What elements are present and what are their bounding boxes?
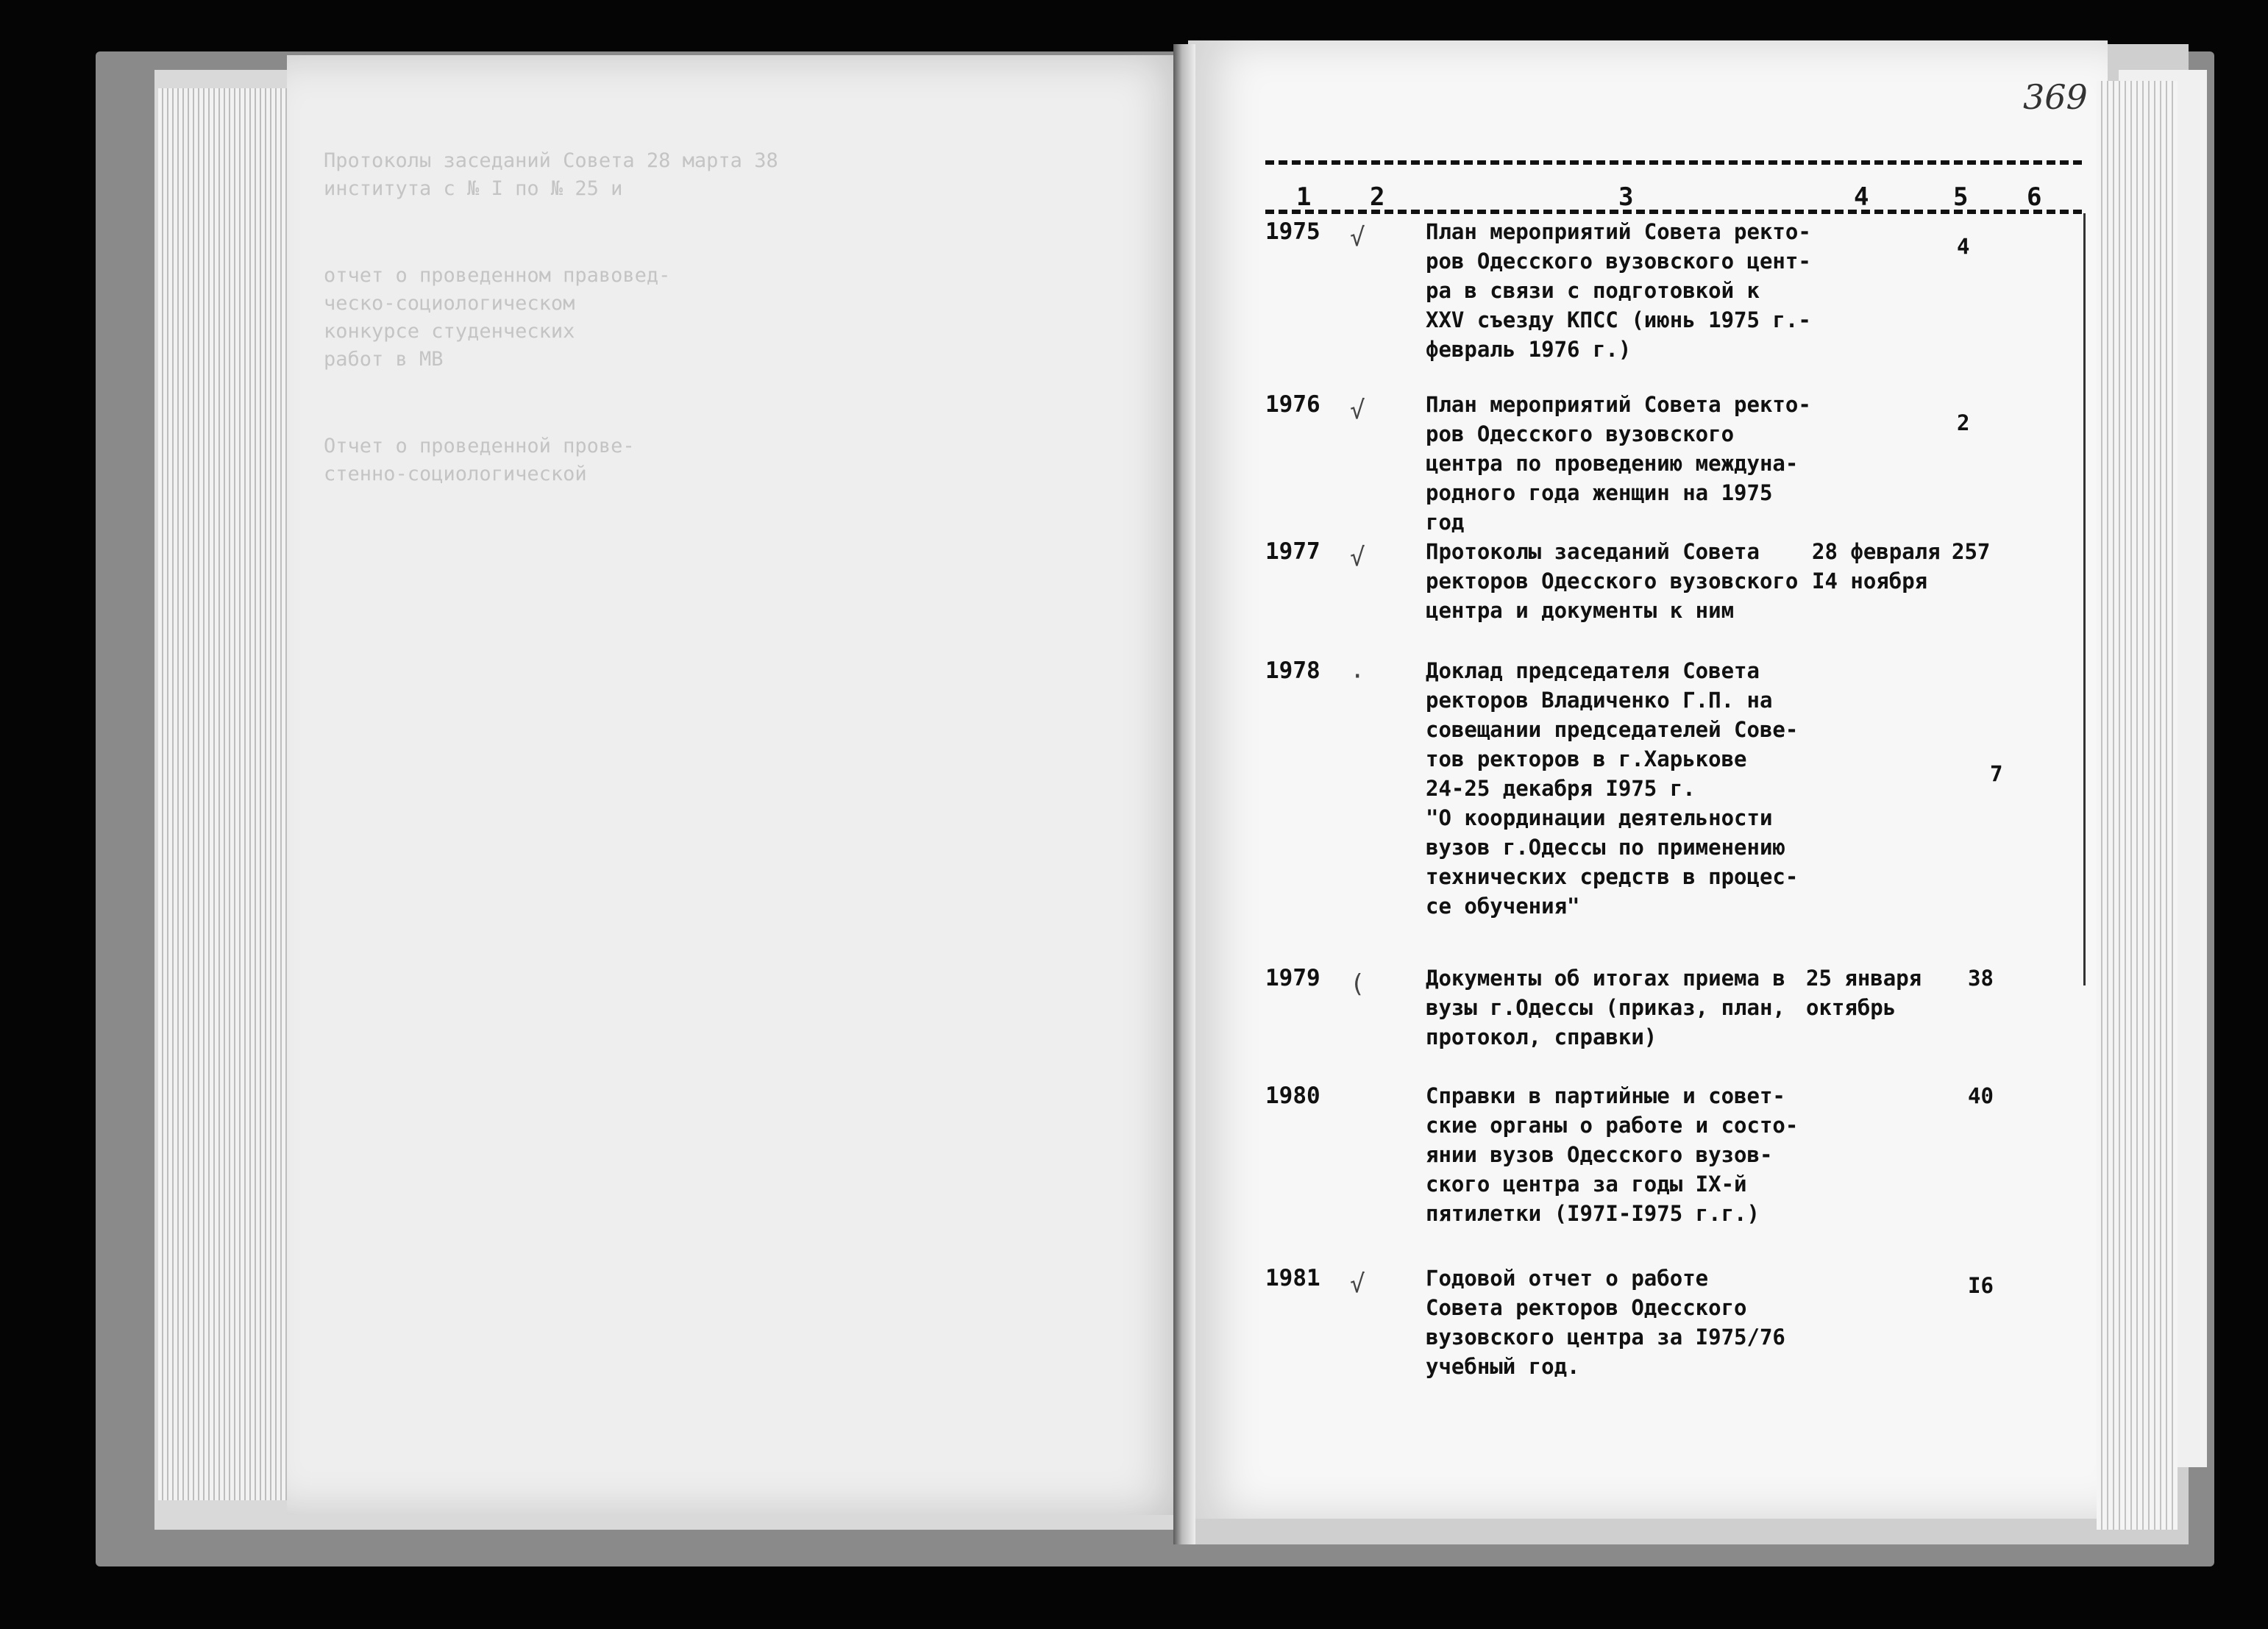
checkmark: √	[1350, 396, 1365, 425]
entry-title: Доклад председателя Совета ректоров Владиченко Г.П. на совещании председателей Сове- тов ректоров в г.Харькове 24-25 декабря I975 г. "О координации деятельности вузов г.Одессы по применению технических средств в процес- се обучения"	[1426, 658, 1799, 919]
book-gutter	[1173, 44, 1195, 1544]
entry-title: План мероприятий Совета ректо- ров Одесского вузовского цент- ра в связи с подготовкой к XXV съезду КПСС (июнь 1975 г.- февраль 1976 г.)	[1426, 219, 1811, 362]
checkmark: (	[1350, 969, 1365, 999]
table-row	[1265, 537, 2082, 640]
table-row	[1265, 217, 2082, 379]
entry-number: 1975	[1265, 218, 1320, 245]
checkmark: √	[1350, 223, 1365, 252]
entry-pages: 257	[1952, 539, 1991, 564]
right-page-edges	[2097, 81, 2178, 1530]
header-col-5: 5	[1953, 182, 1969, 212]
entry-number: 1977	[1265, 538, 1320, 565]
entry-pages: 7	[1990, 761, 2003, 786]
entry-title: Справки в партийные и совет- ские органы о работе и состо- янии вузов Одесского вузов- ского центра за годы IX-й пятилетки (I97I-I975 г.г.)	[1426, 1083, 1799, 1226]
header-col-1: 1	[1296, 182, 1312, 212]
entry-pages: 40	[1968, 1083, 1994, 1108]
table-row	[1265, 1263, 2082, 1396]
header-rule-top	[1265, 160, 2082, 165]
entry-number: 1981	[1265, 1265, 1320, 1291]
ghost-line: Протоколы заседаний Совета 28 марта 38	[324, 149, 778, 172]
entry-title: Годовой отчет о работе Совета ректоров Одесского вузовского центра за I975/76 учебный год.	[1426, 1266, 1785, 1379]
checkmark: √	[1350, 1269, 1365, 1299]
ghost-line: стенно-социологической	[324, 463, 587, 485]
header-col-3: 3	[1618, 182, 1634, 212]
table-row	[1265, 963, 2082, 1066]
entry-pages: I6	[1968, 1273, 1994, 1298]
entry-dates: 28 февраля I4 ноября	[1812, 539, 1941, 594]
checkmark: ·	[1350, 662, 1365, 691]
ghost-line: ческо-социологическом	[324, 292, 575, 315]
entry-pages: 38	[1968, 966, 1994, 991]
entry-pages: 4	[1957, 234, 1970, 259]
entry-number: 1979	[1265, 965, 1320, 991]
ghost-line: конкурсе студенческих	[324, 320, 575, 343]
header-col-2: 2	[1370, 182, 1385, 212]
entry-title: Протоколы заседаний Совета ректоров Одесского вузовского центра и документы к ним	[1426, 539, 1799, 623]
table-row	[1265, 1081, 2082, 1243]
column-rule	[2083, 213, 2086, 985]
ghost-line: Отчет о проведенной прове-	[324, 435, 635, 457]
ghost-line: работ в МВ	[324, 348, 444, 371]
table-row	[1265, 390, 2082, 535]
entry-title: План мероприятий Совета ректо- ров Одесского вузовского центра по проведению междуна- родного года женщин на 1975 год	[1426, 392, 1811, 535]
left-page-bleed-text	[324, 147, 1148, 1397]
ghost-line: отчет о проведенном правовед-	[324, 264, 671, 287]
folio-number: 369	[2023, 77, 2088, 117]
header-col-6: 6	[2027, 182, 2042, 212]
entry-number: 1976	[1265, 391, 1320, 418]
entry-number: 1978	[1265, 657, 1320, 684]
entry-number: 1980	[1265, 1083, 1320, 1109]
entry-title: Документы об итогах приема в вузы г.Одессы (приказ, план, протокол, справки)	[1426, 966, 1785, 1049]
checkmark: √	[1350, 543, 1365, 572]
entry-dates: 25 января октябрь	[1806, 966, 1922, 1020]
entry-pages: 2	[1957, 410, 1970, 435]
header-col-4: 4	[1854, 182, 1869, 212]
ghost-line: института с № I по № 25 и	[324, 177, 623, 200]
table-row	[1265, 656, 2082, 943]
left-page-edges	[158, 88, 287, 1500]
